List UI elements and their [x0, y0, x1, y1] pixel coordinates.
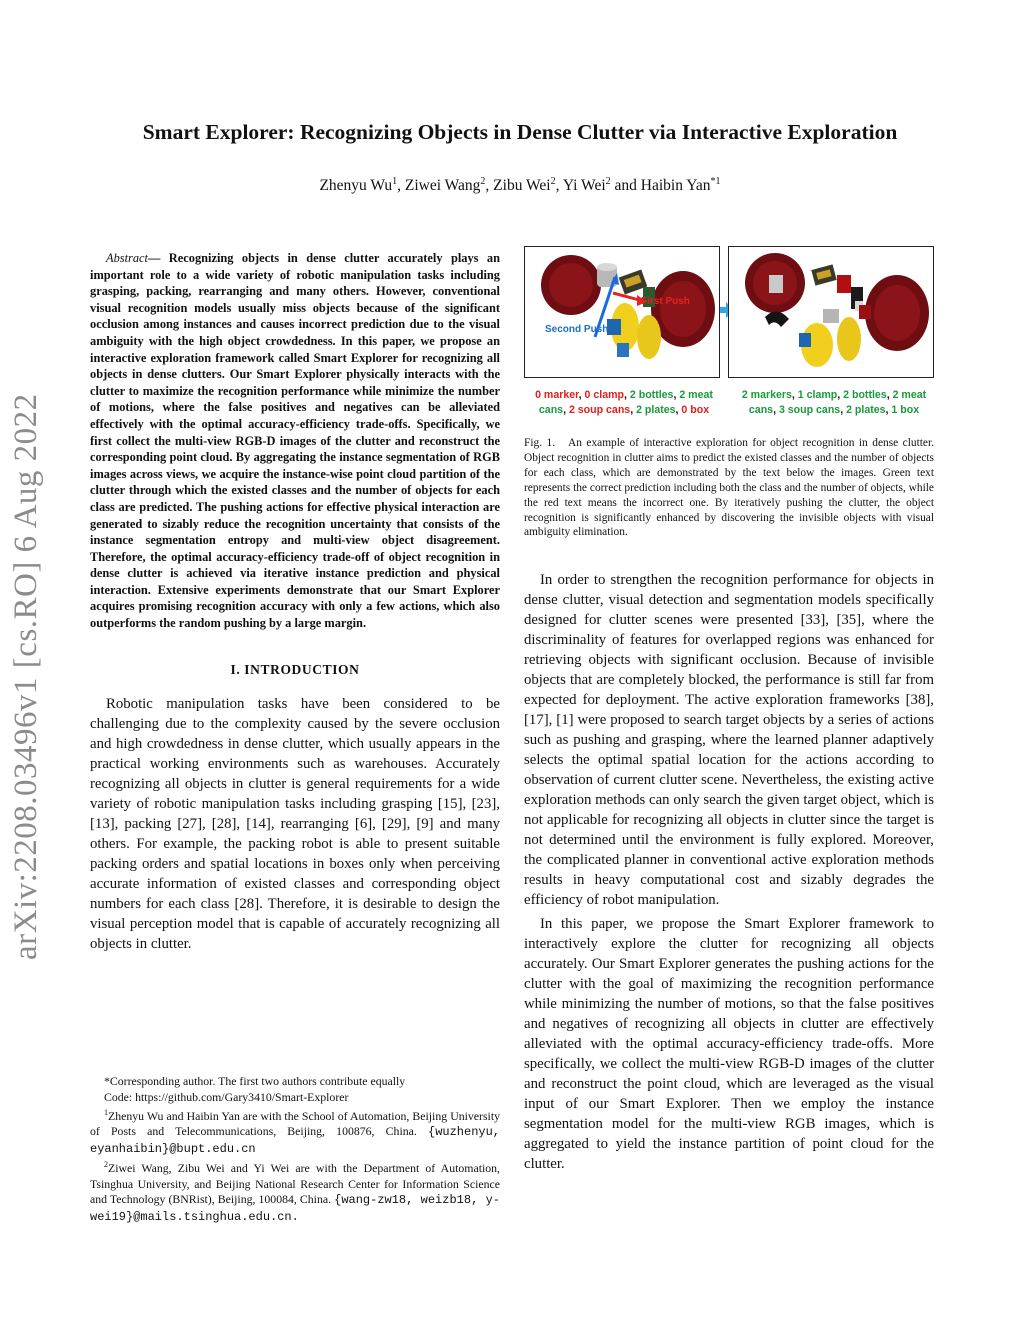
paper-title: Smart Explorer: Recognizing Objects in Dense Clutter via Interactive Exploration — [142, 120, 898, 144]
prediction-item: 1 box — [891, 404, 920, 416]
caption-separator: , — [624, 389, 630, 401]
figure-1 — [524, 246, 934, 380]
body-paragraph: In this paper, we propose the Smart Explorer framework to interactively explore the clutter for recognizing all objects accurately. Our Smart Explorer generates the pushing actions for the clutter with the goal of maximizing the recognition performance while minimizing the number of motions, so that the false positives and negatives of recognizing all objects in clutter are effectively alleviated with the optimal accuracy-efficiency trade-offs. More specifically, we collect the multi-view RGB-D images of the clutter and reconstruct the point cloud, which are leveraged as the visual input of our Smart Explorer. Then we employ the instance segmentation model for the multi-view RGB images, which is aggregated to yield the instance partition of point cloud for the clutter. — [524, 916, 934, 1173]
prediction-before — [524, 388, 724, 418]
figure-prediction-captions — [524, 388, 934, 418]
abstract-text: Recognizing objects in dense clutter accurately plays an important role to a wide variety of robotic manipulation tasks including grasping, packing, rearranging and many others. However, conventional visual recognition models usually miss objects because of the significant occlusion among instances and causes incorrect prediction due to the visual ambiguity with the high object crowdedness. In this paper, we propose an interactive exploration framework called Smart Explorer for recognizing all objects in dense clutters. Our Smart Explorer physically interacts with the clutter to maximize the recognition performance while minimize the number of motions, where the false positives and negatives can be alleviated effectively with the optimal accuracy-efficiency trade-offs. Specifically, we first collect the multi-view RGB-D images of the clutter and reconstruct the corresponding point cloud. By aggregating the instance segmentation of RGB images across views, we acquire the instance-wise point cloud partition of the clutter through which the existed classes and the number of objects for each class are predicted. The pushing actions for effective physical interaction are generated to sizably reduce the recognition uncertainty that consists of the instance segmentation entropy and multi-view object disagreement. Therefore, the optimal accuracy-efficiency trade-off of object recognition in dense clutter is achieved via iterative instance prediction and physical interaction. Extensive experiments demonstrate that our Smart Explorer acquires promising recognition accuracy with only a few actions, which also outperforms the random pushing by a large margin. — [90, 251, 500, 631]
footnotes — [90, 1074, 500, 1225]
figure-caption — [524, 436, 934, 540]
prediction-item: 2 meat cans — [538, 389, 713, 416]
author-name: Ziwei Wang — [404, 177, 481, 195]
caption-separator: , — [673, 389, 680, 401]
abstract-label: Abstract — [106, 251, 148, 265]
caption-separator: , — [563, 404, 569, 416]
clutter-scene-before-image — [525, 247, 720, 378]
prediction-item: 2 markers — [741, 389, 792, 401]
prediction-item: 2 bottles — [843, 389, 887, 401]
right-column — [524, 246, 934, 1174]
prediction-item: 2 bottles — [629, 389, 674, 401]
prediction-item: 3 soup cans — [778, 404, 841, 416]
prediction-item: 2 plates — [846, 404, 886, 416]
prediction-item: 1 clamp — [797, 389, 838, 401]
first-push-label: First Push — [641, 296, 690, 307]
abstract: Abstract— Recognizing objects in dense clutter accurately plays an important role to a wide variety of robotic manipulation tasks including grasping, packing, rearranging and many others. However, conventional visual recognition models usually miss objects because of the significant occlusion among instances and causes incorrect prediction due to the visual ambiguity with the high object crowdedness. In this paper, we propose an interactive exploration framework called Smart Explorer for recognizing all objects in dense clutters. Our Smart Explorer physically interacts with the clutter to maximize the recognition performance while minimize the number of motions, where the false positives and negatives can be alleviated effectively with the optimal accuracy-efficiency trade-offs. Specifically, we first collect the multi-view RGB-D images of the clutter and reconstruct the corresponding point cloud. By aggregating the instance segmentation of RGB images across views, we acquire the instance-wise point cloud partition of the clutter through which the existed classes and the number of objects for each class are predicted. The pushing actions for effective physical interaction are generated to sizably reduce the recognition uncertainty that consists of the instance segmentation entropy and multi-view object disagreement. Therefore, the optimal accuracy-efficiency trade-off of object recognition in dense clutter is achieved via iterative instance prediction and physical interaction. Extensive experiments demonstrate that our Smart Explorer acquires promising recognition accuracy with only a few actions, which also outperforms the random pushing by a large margin. — [90, 251, 500, 631]
caption-separator: , — [630, 404, 637, 416]
prediction-item: 0 marker — [535, 389, 579, 401]
author-name: Haibin Yan — [640, 177, 711, 195]
author-affiliation: 2 — [550, 176, 556, 187]
caption-separator: , — [773, 404, 779, 416]
section-heading-introduction: I. INTRODUCTION — [230, 661, 360, 677]
footnote-corresponding: *Corresponding author. The first two authors contribute equally — [104, 1074, 406, 1088]
clutter-scene-after-image — [729, 247, 934, 378]
caption-separator: , — [840, 404, 847, 416]
caption-separator: , — [675, 404, 682, 416]
author-affiliation: *1 — [710, 176, 721, 187]
prediction-item: 0 box — [681, 404, 710, 416]
right-body — [524, 570, 934, 1174]
body-paragraph: In order to strengthen the recognition performance for objects in dense clutter, visual detection and segmentation models specifically designed for clutter scenes were presented [33], [35], where the discriminality of features for overlapped regions was enhanced for retrieving objects with significant occlusion. Because of invisible objects that are completely blocked, the performance is still far from expected for deployment. The active exploration frameworks [38], [17], [1] were proposed to search target objects by a series of actions such as pushing and grasping, where the learned planner adaptively selects the optimal spatial location for the actions according to observation of current clutter scene. Nevertheless, the existing active exploration methods can only search the given target object, which is not applicable for recognizing all objects in clutter since the target is not determined until the environment is fully explored. Moreover, the complicated planner in conventional active exploration methods results in heavy computational cost and sizably degrades the efficiency of robot manipulation. — [524, 572, 934, 909]
prediction-after — [734, 388, 934, 418]
footnote-1: $^1$Zhenyu Wu and Haibin Yan are with the School of Automation, Beijing University of Posts and Telecommunications, Beijing, 100876, China. {wuzhenyu, eyanhaibin}@bupt.edu.cn — [90, 1108, 501, 1156]
author-name: Zibu Wei — [493, 177, 551, 195]
caption-separator: , — [885, 404, 892, 416]
prediction-item: 2 meat cans — [748, 389, 927, 416]
prediction-item: 2 soup cans — [568, 404, 631, 416]
prediction-item: 0 clamp — [584, 389, 624, 401]
left-column — [90, 250, 500, 954]
footnote-code: Code: https://github.com/Gary3410/Smart-Explorer — [104, 1089, 349, 1104]
caption-separator: , — [886, 389, 893, 401]
arxiv-identifier: arXiv:2208.03496v1 [cs.RO] 6 Aug 2022 — [8, 393, 44, 960]
caption-separator: , — [837, 389, 844, 401]
caption-separator: , — [791, 389, 798, 401]
figure-panel-after — [728, 246, 934, 378]
figure-panel-before — [524, 246, 720, 378]
footnote-2: $^2$Ziwei Wang, Zibu Wei and Yi Wei are with the Department of Automation, Tsinghua University, and Beijing National Research Center for Information Science and Technology (BNRist), Beijing, 100084, China. {wang-zw18, weizb18, y-wei19}@mails.tsinghua.edu.cn. — [90, 1160, 500, 1224]
email-bupt: {wuzhenyu, eyanhaibin}@bupt.edu.cn — [90, 1125, 501, 1156]
figure-label: Fig. 1. — [524, 437, 556, 449]
email-tsinghua: {wang-zw18, weizb18, y-wei19}@mails.tsinghua.edu.cn. — [90, 1193, 500, 1224]
author-affiliation: 2 — [480, 176, 486, 187]
caption-separator: , — [578, 389, 585, 401]
author-name: Yi Wei — [562, 177, 606, 195]
author-list: Zhenyu Wu$^1$, Ziwei Wang$^2$, Zibu Wei$^2$, Yi Wei$^2$ and Haibin Yan$^{*1}$ — [319, 176, 721, 195]
author-affiliation: 1 — [392, 176, 398, 187]
second-push-label: Second Push — [545, 324, 609, 335]
prediction-item: 2 plates — [636, 404, 676, 416]
figure-caption-text: An example of interactive exploration for object recognition in dense clutter. Object recognition in clutter aims to predict the existed classes and the number of objects for each class, which are demonstrated by the text below the images. Green text represents the correct prediction including both the class and the number of objects, while the red text means the incorrect one. By iteratively pushing the clutter, the object recognition is significantly enhanced by discovering the invisible objects with visual ambiguity elimination. — [524, 437, 934, 539]
author-name: Zhenyu Wu — [319, 177, 393, 195]
intro-paragraph: Robotic manipulation tasks have been considered to be challenging due to the complexity caused by the severe occlusion and high crowdedness in dense clutter, which usually appears in the practical working environments such as warehouses. Accurately recognizing all objects in clutter is general requirements for a wide variety of robotic manipulation tasks including grasping [15], [23], [13], packing [27], [28], [14], rearranging [6], [29], [9] and many others. For example, the packing robot is able to present suitable packing orders and spatial locations in boxes only when perceiving accurate information of existed classes and corresponding object numbers for each class [28]. Therefore, it is desirable to design the visual perception model that is capable of accurately recognizing all objects in clutter. — [90, 695, 500, 952]
author-affiliation: 2 — [605, 176, 611, 187]
